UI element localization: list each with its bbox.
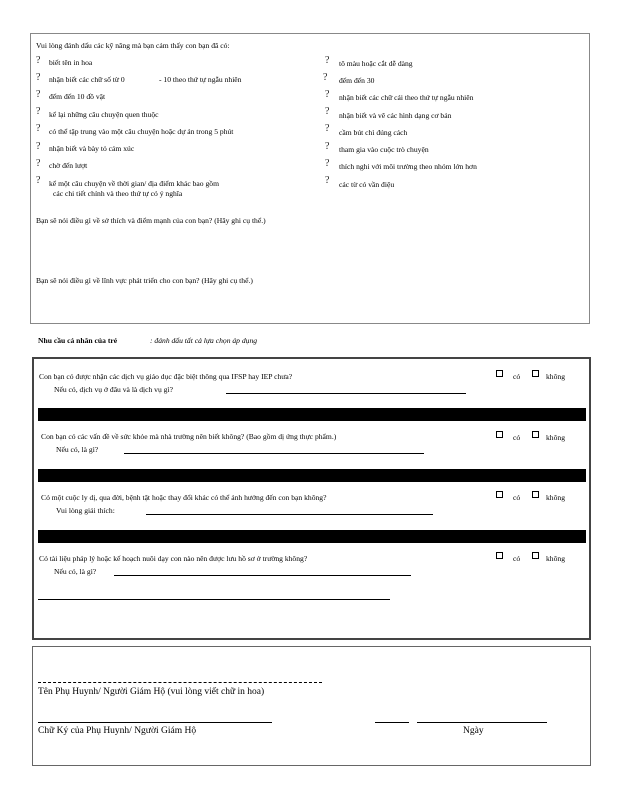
yes-checkbox[interactable]	[496, 491, 503, 498]
yes-label: có	[513, 493, 521, 502]
yes-checkbox[interactable]	[496, 552, 503, 559]
section-divider	[38, 469, 586, 482]
signature-line[interactable]	[38, 722, 272, 723]
skill-checkbox[interactable]: ?	[325, 141, 330, 152]
skill-label: tham gia vào cuộc trò chuyện	[339, 145, 429, 154]
skill-label: kể lại những câu chuyện quen thuộc	[49, 110, 159, 119]
skill-label-continuation: các chi tiết chính và theo thứ tự có ý nghĩa	[53, 189, 183, 198]
no-checkbox[interactable]	[532, 431, 539, 438]
no-label: không	[546, 493, 565, 502]
skill-checkbox[interactable]: ?	[323, 72, 328, 83]
skill-label: nhận biết và bày tỏ cảm xúc	[49, 144, 135, 153]
no-checkbox[interactable]	[532, 491, 539, 498]
needs-question-text: Con bạn có được nhận các dịch vụ giáo dục đặc biệt thông qua IFSP hay IEP chưa?	[39, 372, 293, 381]
skill-label: kể một câu chuyện về thời gian/ địa điểm khác bao gồm	[49, 179, 219, 188]
no-checkbox[interactable]	[532, 370, 539, 377]
skill-checkbox[interactable]: ?	[36, 123, 41, 134]
skills-instruction: Vui lòng đánh dấu các kỹ năng mà bạn cảm thấy con bạn đã có:	[36, 41, 230, 50]
skill-label: đếm đến 10 đồ vật	[49, 92, 106, 101]
needs-followup-label: Nếu có, dịch vụ ở đâu và là dịch vụ gì?	[54, 385, 173, 394]
skill-checkbox[interactable]: ?	[36, 72, 41, 83]
needs-question-text: Có tài liệu pháp lý hoặc kế hoạch nuôi dạy con nào nên được lưu hồ sơ ở trường không?	[39, 554, 308, 563]
skill-label-continuation: - 10 theo thứ tự ngẫu nhiên	[159, 75, 242, 84]
skill-checkbox[interactable]: ?	[36, 175, 41, 186]
needs-answer-line[interactable]	[146, 514, 433, 515]
needs-answer-line[interactable]	[226, 393, 466, 394]
needs-subheading: : đánh dấu tất cả lựa chọn áp dụng	[150, 336, 258, 345]
section-divider	[38, 530, 586, 543]
skill-checkbox[interactable]: ?	[36, 106, 41, 117]
skill-checkbox[interactable]: ?	[325, 106, 330, 117]
signature-section	[32, 646, 591, 766]
no-label: không	[546, 372, 565, 381]
yes-label: có	[513, 433, 521, 442]
no-checkbox[interactable]	[532, 552, 539, 559]
skill-checkbox[interactable]: ?	[36, 89, 41, 100]
skill-label: tô màu hoặc cắt dễ dàng	[339, 59, 413, 68]
skill-checkbox[interactable]: ?	[325, 158, 330, 169]
skill-label: nhận biết các chữ cái theo thứ tự ngẫu nhiên	[339, 93, 474, 102]
needs-heading: Nhu cầu cá nhân của trẻ	[38, 336, 118, 345]
needs-answer-line[interactable]	[114, 575, 411, 576]
growth-question: Bạn sẽ nói điều gì về lĩnh vực phát triển cho con bạn? (Hãy ghi cụ thể.)	[36, 276, 253, 285]
yes-label: có	[513, 554, 521, 563]
skill-label: các từ có vần điệu	[339, 180, 395, 189]
needs-answer-line[interactable]	[124, 453, 424, 454]
date-line-short[interactable]	[375, 722, 409, 723]
skill-label: có thể tập trung vào một câu chuyện hoặc dự án trong 5 phút	[49, 127, 234, 136]
skill-label: biết tên in hoa	[49, 58, 93, 67]
skill-checkbox[interactable]: ?	[36, 141, 41, 152]
skill-checkbox[interactable]: ?	[36, 55, 41, 66]
skill-checkbox[interactable]: ?	[325, 175, 330, 186]
needs-question-text: Có một cuộc ly dị, qua đời, bệnh tật hoặc thay đổi khác có thể ảnh hưởng đến con bạn không?	[41, 493, 327, 502]
no-label: không	[546, 554, 565, 563]
skill-label: nhận biết và vẽ các hình dạng cơ bản	[339, 111, 452, 120]
skill-checkbox[interactable]: ?	[325, 123, 330, 134]
skills-section	[30, 33, 590, 324]
skill-label: nhận biết các chữ số từ 0	[49, 75, 125, 84]
needs-section	[32, 357, 591, 640]
signature-label: Chữ Ký của Phụ Huynh/ Người Giám Hộ	[38, 726, 197, 736]
skill-checkbox[interactable]: ?	[325, 55, 330, 66]
date-line[interactable]	[417, 722, 547, 723]
parent-name-line[interactable]	[38, 682, 322, 683]
skill-label: cầm bút chì đúng cách	[339, 128, 408, 137]
needs-question-text: Con bạn có các vấn đề về sức khỏe mà nhà trường nên biết không? (Bao gồm dị ứng thực phẩm.)	[41, 432, 337, 441]
yes-label: có	[513, 372, 521, 381]
skill-label: đếm đến 30	[339, 76, 375, 85]
skill-label: chờ đến lượt	[49, 161, 88, 170]
skill-checkbox[interactable]: ?	[36, 158, 41, 169]
parent-name-label: Tên Phụ Huynh/ Người Giám Hộ (vui lòng viết chữ in hoa)	[38, 687, 265, 697]
no-label: không	[546, 433, 565, 442]
date-label: Ngày	[463, 726, 484, 736]
strengths-question: Bạn sẽ nói điều gì về sở thích và điểm mạnh của con bạn? (Hãy ghi cụ thể.)	[36, 216, 266, 225]
needs-followup-label: Nếu có, là gì?	[54, 567, 97, 576]
yes-checkbox[interactable]	[496, 431, 503, 438]
strengths-answer-area[interactable]	[36, 228, 581, 273]
section-divider	[38, 408, 586, 421]
needs-followup-label: Nếu có, là gì?	[56, 445, 99, 454]
growth-answer-area[interactable]	[36, 288, 581, 320]
skill-checkbox[interactable]: ?	[325, 89, 330, 100]
needs-followup-label: Vui lòng giải thích:	[56, 506, 115, 515]
needs-answer-line[interactable]	[38, 599, 390, 600]
skill-label: thích nghi với môi trường theo nhóm lớn hơn	[339, 162, 477, 171]
yes-checkbox[interactable]	[496, 370, 503, 377]
